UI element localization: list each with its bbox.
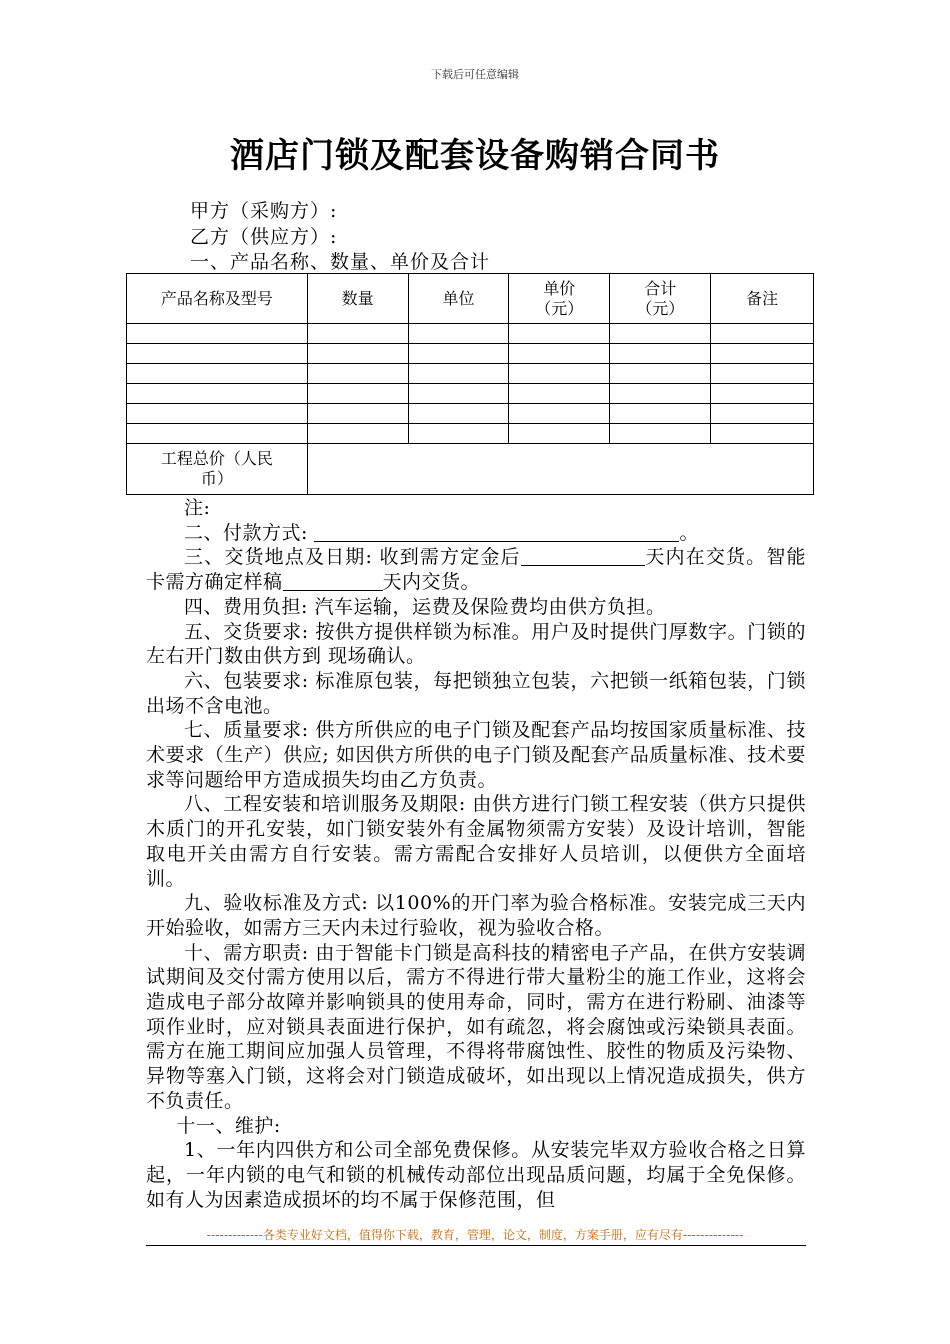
table-row bbox=[127, 324, 814, 344]
table-header-row bbox=[127, 274, 814, 324]
table-cell[interactable] bbox=[711, 364, 814, 384]
clause-11-item-1: 1、一年内四供方和公司全部免费保修。从安装完毕双方验收合格之日算起，一年内锁的电气和锁的机械传动部位出现品质问题，均属于全免保修。如有人为因素造成损坏的均不属于保修范围，但 bbox=[146, 1139, 806, 1211]
clause-9: 九、验收标准及方式: 以100%的开门率为验合格标准。安装完成三天内开始验收，如需方三天内未过行验收，视为验收合格。 bbox=[146, 892, 806, 939]
table-row bbox=[127, 364, 814, 384]
table-cell[interactable] bbox=[408, 384, 509, 404]
table-row bbox=[127, 424, 814, 444]
note-label: 注: bbox=[184, 497, 211, 519]
table-cell[interactable] bbox=[711, 324, 814, 344]
table-cell[interactable] bbox=[711, 424, 814, 444]
total-price-label bbox=[127, 444, 308, 495]
payment-method-blank[interactable] bbox=[314, 522, 679, 542]
col-header-remark: 备注 bbox=[711, 274, 814, 324]
price-header-line2: （元） bbox=[535, 298, 584, 318]
header-note: 下载后可任意编辑 bbox=[431, 68, 519, 81]
clause-11-heading: 十一、维护: bbox=[176, 1114, 281, 1137]
table-cell[interactable] bbox=[610, 424, 711, 444]
clause-2-text: 二、付款方式: bbox=[184, 521, 308, 544]
card-delivery-days-blank[interactable] bbox=[283, 571, 383, 591]
table-cell[interactable] bbox=[509, 384, 610, 404]
table-cell[interactable] bbox=[127, 344, 308, 364]
table-cell[interactable] bbox=[509, 344, 610, 364]
clause-7: 七、质量要求: 供方所供应的电子门锁及配套产品均按国家质量标准、技术要求（生产）供应; 如因供方所供的电子门锁及配套产品质量标准、技术要求等问题给甲方造成损失均由乙方负责。 bbox=[146, 719, 806, 791]
col-header-price bbox=[509, 274, 610, 324]
clause-3-part-a: 三、交货地点及日期: 收到需方定金后 bbox=[184, 546, 521, 569]
table-cell[interactable] bbox=[610, 344, 711, 364]
col-header-total bbox=[610, 274, 711, 324]
clause-3-part-c: 天内交货。 bbox=[382, 571, 481, 594]
table-cell[interactable] bbox=[307, 364, 408, 384]
document-title: 酒店门锁及配套设备购销合同书 bbox=[230, 136, 720, 176]
table-cell[interactable] bbox=[127, 404, 308, 424]
table-cell[interactable] bbox=[509, 424, 610, 444]
col-header-product: 产品名称及型号 bbox=[127, 274, 308, 324]
table-cell[interactable] bbox=[509, 404, 610, 424]
total-header-line1: 合计 bbox=[644, 278, 677, 298]
footer-banner: -------------各类专业好文档，值得你下载，教育，管理，论文，制度，方案手册，应有尽有-------------- bbox=[206, 1228, 744, 1242]
table-cell[interactable] bbox=[610, 324, 711, 344]
price-header-line1: 单价 bbox=[543, 278, 576, 298]
table-cell[interactable] bbox=[307, 344, 408, 364]
table-cell[interactable] bbox=[711, 404, 814, 424]
clause-2-end: 。 bbox=[679, 521, 699, 544]
total-label-line1: 工程总价（人民 bbox=[160, 449, 273, 468]
footer-divider bbox=[146, 1245, 806, 1246]
note-line bbox=[146, 496, 806, 521]
table-cell[interactable] bbox=[408, 364, 509, 384]
table-cell[interactable] bbox=[711, 344, 814, 364]
table-cell[interactable] bbox=[127, 384, 308, 404]
col-header-qty: 数量 bbox=[307, 274, 408, 324]
table-cell[interactable] bbox=[127, 324, 308, 344]
clause-4: 四、费用负担: 汽车运输，运费及保险费均由供方负担。 bbox=[184, 595, 666, 618]
table-cell[interactable] bbox=[307, 404, 408, 424]
table-row bbox=[127, 344, 814, 364]
party-a-line: 甲方（采购方）: bbox=[190, 200, 338, 222]
clause-8: 八、工程安装和培训服务及期限: 由供方进行门锁工程安装（供方只提供木质门的开孔安装，如门锁安装外有金属物须需方安装）及设计培训，智能取电开关由需方自行安装。需方需配合安排好人员培训，以便供方全面培训。 bbox=[146, 793, 806, 890]
clause-3 bbox=[146, 545, 806, 594]
delivery-days-blank[interactable] bbox=[521, 546, 645, 566]
clause-3-part-b: 天内在交货。智能卡需方确定样稿 bbox=[146, 546, 806, 594]
total-label-line2: 币） bbox=[200, 469, 233, 488]
clause-5: 五、交货要求: 按供方提供样锁为标准。用户及时提供门厚数字。门锁的左右开门数由供方到 现场确认。 bbox=[146, 620, 806, 668]
total-price-value[interactable] bbox=[307, 444, 813, 495]
table-cell[interactable] bbox=[408, 344, 509, 364]
table-cell[interactable] bbox=[127, 364, 308, 384]
table-cell[interactable] bbox=[509, 364, 610, 384]
table-cell[interactable] bbox=[610, 404, 711, 424]
section-1-heading: 一、产品名称、数量、单价及合计 bbox=[190, 251, 491, 273]
table-cell[interactable] bbox=[408, 324, 509, 344]
table-cell[interactable] bbox=[408, 424, 509, 444]
table-cell[interactable] bbox=[307, 324, 408, 344]
total-price-row bbox=[127, 444, 814, 495]
table-cell[interactable] bbox=[307, 384, 408, 404]
clause-6: 六、包装要求: 标准原包装，每把锁独立包装，六把锁一纸箱包装，门锁出场不含电池。 bbox=[146, 669, 806, 717]
contract-body bbox=[146, 496, 806, 1212]
table-row bbox=[127, 404, 814, 424]
table-cell[interactable] bbox=[711, 384, 814, 404]
table-cell[interactable] bbox=[610, 384, 711, 404]
table-cell[interactable] bbox=[408, 404, 509, 424]
table-cell[interactable] bbox=[509, 324, 610, 344]
clause-10: 十、需方职责: 由于智能卡门锁是高科技的精密电子产品，在供方安装调试期间及交付需方使用以后，需方不得进行带大量粉尘的施工作业，这将会造成电子部分故障并影响锁具的使用寿命，同时，需方在进行粉刷、油漆等项作业时，应对锁具表面进行保护，如有疏忽，将会腐蚀或污染锁具表面。需方在施工期间应加强人员管理，不得将带腐蚀性、胶性的物质及污染物、异物等塞入门锁，这将会对门锁造成破坏，如出现以上情况造成损失，供方不负责任。 bbox=[146, 941, 806, 1112]
table-cell[interactable] bbox=[307, 424, 408, 444]
col-header-unit: 单位 bbox=[408, 274, 509, 324]
total-header-line2: （元） bbox=[636, 298, 685, 318]
clause-2 bbox=[146, 521, 806, 546]
table-row bbox=[127, 384, 814, 404]
party-b-line: 乙方（供应方）: bbox=[190, 226, 338, 248]
table-cell[interactable] bbox=[127, 424, 308, 444]
product-table bbox=[126, 273, 814, 495]
table-cell[interactable] bbox=[610, 364, 711, 384]
